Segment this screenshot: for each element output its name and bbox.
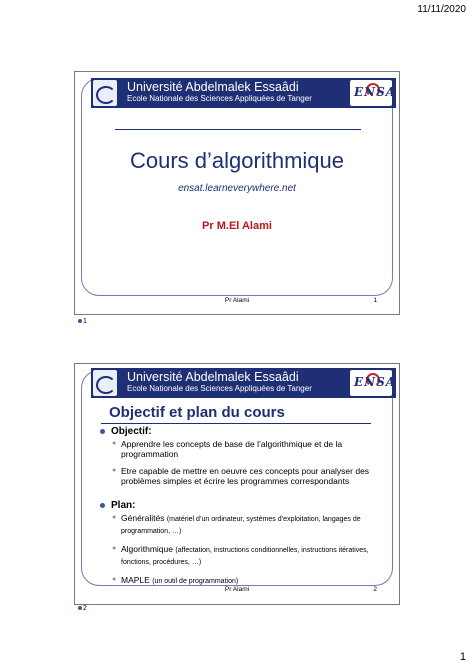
bullet-icon: ● xyxy=(112,440,117,447)
school-name: Ecole Nationale des Sciences Appliquées de Tanger xyxy=(127,94,312,103)
page-number: 1 xyxy=(459,651,466,663)
ensa-logo-icon: ENSA xyxy=(350,80,392,106)
course-website: ensat.learneverywhere.net xyxy=(178,183,296,194)
list-item: ● Algorithmique (affectation, instructions conditionnelles, instructions itératives, fonctions, procédures, …) xyxy=(112,544,369,566)
list-item: ● MAPLE (un outil de programmation) xyxy=(112,575,239,585)
list-item: ● Etre capable de mettre en oeuvre ces concepts pour analyser des problèmes simples et écrire les programmes correspondants xyxy=(112,466,370,486)
author-name: Pr M.El Alami xyxy=(202,220,272,232)
slide-title: Cours d’algorithmique xyxy=(130,148,344,173)
footer-slide-number: 1 xyxy=(373,297,377,304)
title-rule xyxy=(101,423,371,424)
slide-title: Objectif et plan du cours xyxy=(109,404,285,421)
university-name: Université Abdelmalek Essaâdi xyxy=(127,80,299,94)
list-item: ● Généralités (matériel d’un ordinateur, systèmes d’exploitation, langages de programmation, …) xyxy=(112,513,361,535)
print-date: 11/11/2020 xyxy=(417,4,466,15)
bullet-icon xyxy=(78,319,82,323)
bullet-list xyxy=(97,426,382,587)
university-logo-icon xyxy=(93,370,117,396)
section-heading: Plan: xyxy=(97,500,382,511)
bullet-icon xyxy=(100,429,105,434)
slide-2 xyxy=(74,363,400,605)
bullet-icon xyxy=(78,606,82,610)
section-heading: Objectif: xyxy=(97,426,382,437)
school-name: Ecole Nationale des Sciences Appliquées de Tanger xyxy=(127,384,312,393)
slide-marker: 1 xyxy=(78,318,87,325)
bullet-icon: ● xyxy=(112,467,117,474)
slide-1 xyxy=(74,71,400,315)
slide-marker: 2 xyxy=(78,605,87,612)
bullet-icon: ● xyxy=(112,514,117,521)
footer-author: Pr Alami xyxy=(224,586,250,593)
bullet-icon: ● xyxy=(112,576,117,583)
university-banner xyxy=(91,78,396,108)
footer-author: Pr Alami xyxy=(224,297,250,304)
footer-slide-number: 2 xyxy=(373,586,377,593)
university-logo-icon xyxy=(93,80,117,106)
university-banner xyxy=(91,368,396,398)
university-name: Université Abdelmalek Essaâdi xyxy=(127,370,299,384)
bullet-icon: ● xyxy=(112,545,117,552)
bullet-icon xyxy=(100,503,105,508)
list-item: ● Apprendre les concepts de base de l’algorithmique et de la programmation xyxy=(112,439,343,459)
title-rule xyxy=(115,129,361,130)
ensa-logo-icon: ENSA xyxy=(350,370,392,396)
